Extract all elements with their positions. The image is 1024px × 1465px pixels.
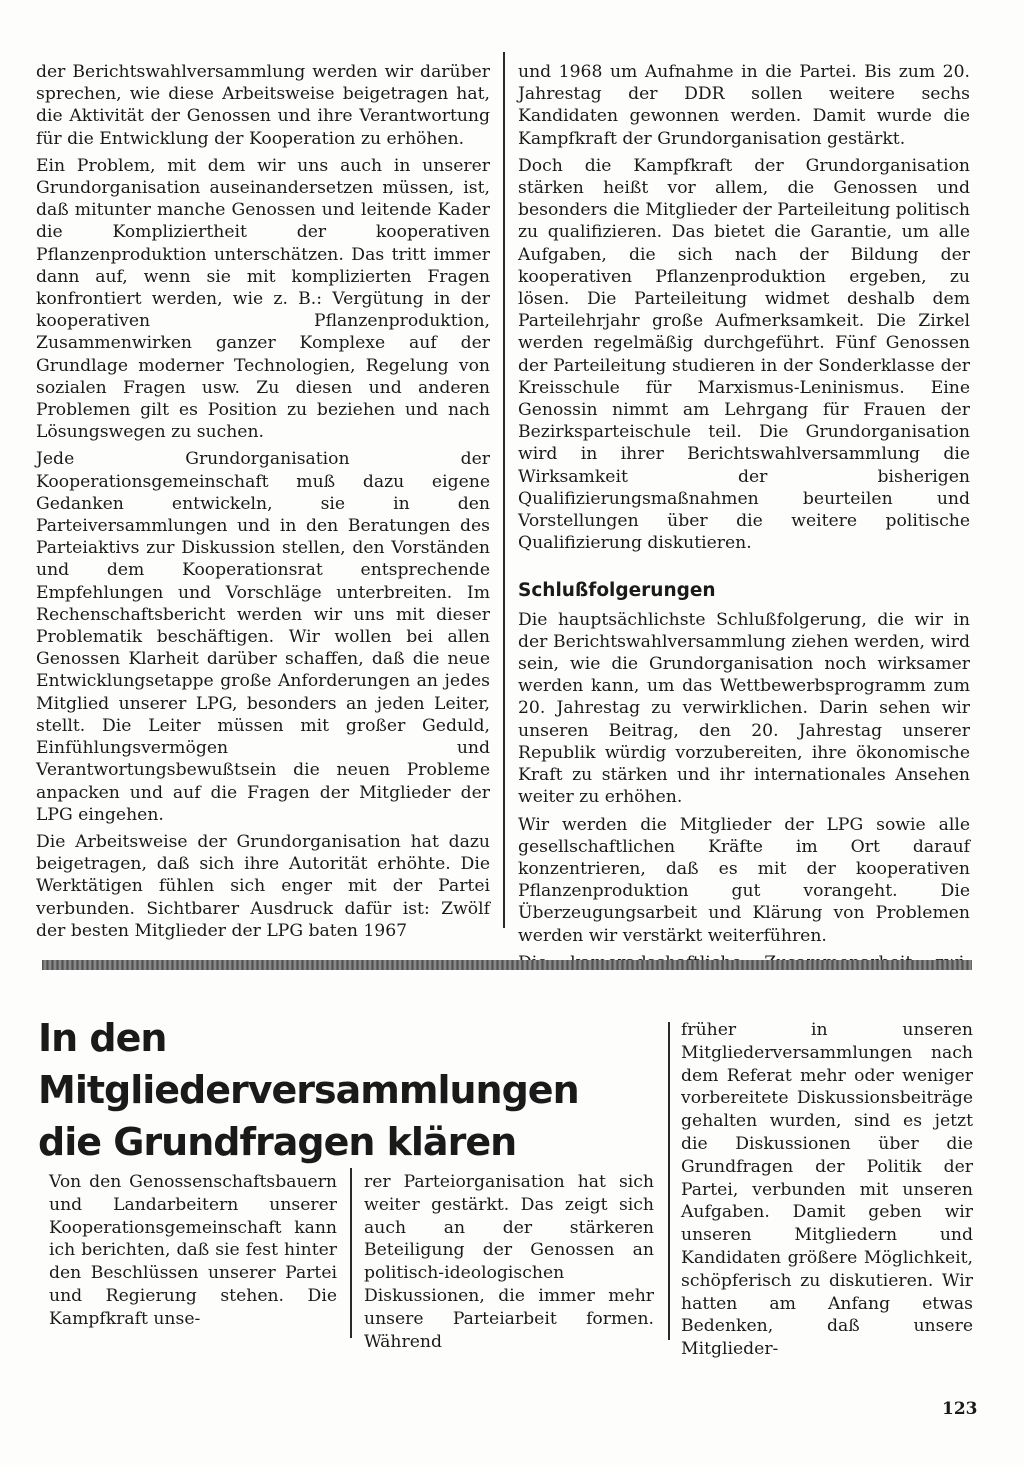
paragraph: Die hauptsächlichste Schlußfolgerung, die wir in der Berichtswahlversammlung ziehen werden, wird sein, wie die Grundorganisation noch wirksamer werden kann, um das Wettbewerbsprogramm zum 20. Jahrestag zu verwirklichen. Darin sehen wir unseren Beitrag, den 20. Jahrestag unserer Republik würdig vorzubereiten, ihre ökonomische Kraft zu stärken und ihr internationales Ansehen weiter zu erhöhen. <box>518 609 970 808</box>
article-headline <box>38 1012 658 1168</box>
article-column-3 <box>681 1019 973 1361</box>
headline-line: In den Mitgliederversammlungen <box>38 1016 579 1112</box>
article-column-1 <box>49 1171 337 1331</box>
column-divider <box>350 1168 352 1338</box>
paragraph: rer Parteiorganisation hat sich weiter gestärkt. Das zeigt sich auch an der stärkeren Beteiligung der Genossen an politisch-ideologischen Diskussionen, die immer mehr unsere Parteiarbeit formen. Während <box>364 1172 654 1352</box>
column-divider <box>503 52 505 928</box>
column-divider <box>668 1022 670 1340</box>
paragraph: der Berichtswahlversammlung werden wir darüber sprechen, wie diese Arbeitsweise beigetragen hat, die Aktivität der Genossen und ihre Verantwortung für die Entwicklung der Kooperation zu erhöhen. <box>36 62 490 149</box>
paragraph: und 1968 um Aufnahme in die Partei. Bis zum 20. Jahrestag der DDR sollen weitere sechs Kandidaten gewonnen werden. Damit wurde die Kampfkraft der Grundorganisation gestärkt. <box>518 62 970 149</box>
paragraph: Die Arbeitsweise der Grundorganisation hat dazu beigetragen, daß sich ihre Autorität erhöhte. Die Werktätigen fühlen sich enger mit der Partei verbunden. Sichtbarer Ausdruck dafür ist: Zwölf der besten Mitglieder der LPG baten 1967 <box>36 831 490 941</box>
separator-band <box>42 960 972 970</box>
paragraph: früher in unseren Mitgliederversammlungen nach dem Referat mehr oder weniger vorbereitete Diskussionsbeiträge gehalten wurden, sind es jetzt die Diskussionen über die Grundfragen der Politik der Partei, verbunden mit unseren Aufgaben. Damit geben wir unseren Mitgliedern und Kandidaten größere Möglichkeit, schöpferisch zu diskutieren. Wir hatten am Anfang etwas Bedenken, daß unsere Mitglieder- <box>681 1020 973 1360</box>
paragraph: Von den Genossenschaftsbauern und Landarbeitern unserer Kooperationsgemeinschaft kann ich berichten, daß sie fest hinter den Beschlüssen unserer Partei und Regierung stehen. Die Kampfkraft unse- <box>49 1172 337 1329</box>
paragraph: Wir werden die Mitglieder der LPG sowie alle gesellschaftlichen Kräfte im Ort darauf konzentrieren, daß es mit der kooperativen Pflanzenproduktion gut vorangeht. Die Überzeugungsarbeit und Klärung von Problemen werden wir verstärkt weiterführen. <box>518 814 970 946</box>
article-column-2 <box>364 1171 654 1353</box>
paragraph: Jede Grundorganisation der Kooperationsgemeinschaft muß dazu eigene Gedanken entwickeln, sie in den Parteiversammlungen und in den Beratungen des Parteiaktivs zur Diskussion stellen, den Vorständen und dem Kooperationsrat entsprechende Empfehlungen und Vorschläge unterbreiten. Im Rechenschaftsbericht werden wir uns mit dieser Problematik beschäftigen. Wir wollen bei allen Genossen Klarheit darüber schaffen, daß die neue Entwicklungsetappe große Anforderungen an jedes Mitglied unserer LPG, besonders an jeden Leiter, stellt. Die Leiter müssen mit großer Geduld, Einfühlungsvermögen und Verantwortungsbewußtsein die neuen Probleme anpacken und auf die Fragen der Mitglieder der LPG eingehen. <box>36 449 490 825</box>
page-number: 123 <box>942 1399 978 1419</box>
headline-line: die Grundfragen klären <box>38 1120 517 1164</box>
top-left-column <box>36 61 490 947</box>
paragraph: Ein Problem, mit dem wir uns auch in unserer Grundorganisation auseinandersetzen müssen, ist, daß mitunter manche Genossen und leitende Kader die Kompliziertheit der kooperativen Pflanzenproduktion unterschätzen. Das tritt immer dann auf, wenn sie mit komplizierten Fragen konfrontiert werden, wie z. B.: Vergütung in der kooperativen Pflanzenproduktion, Zusammenwirken ganzer Komplexe auf der Grundlage moderner Technologien, Regelung von sozialen Fragen usw. Zu diesen und anderen Problemen gilt es Position zu beziehen und nach Lösungswegen zu suchen. <box>36 155 490 443</box>
paragraph: Doch die Kampfkraft der Grundorganisation stärken heißt vor allem, die Genossen und besonders die Mitglieder der Parteileitung politisch zu qualifizieren. Das bietet die Garantie, um alle Aufgaben, die sich nach der Bildung der kooperativen Pflanzenproduktion ergeben, zu lösen. Die Parteileitung widmet deshalb dem Parteilehrjahr große Aufmerksamkeit. Die Zirkel werden regelmäßig durchgeführt. Fünf Genossen der Parteileitung studieren in der Sonderklasse der Kreisschule für Marxismus-Leninismus. Eine Genossin nimmt am Lehrgang für Frauen der Bezirksparteischule teil. Die Grundorganisation wird in ihrer Berichtswahlversammlung die Wirksamkeit der bisherigen Qualifizierungsmaßnahmen beurteilen und Vorstellungen über die weitere politische Qualifizierung diskutieren. <box>518 155 970 554</box>
top-right-column <box>518 61 970 979</box>
section-heading: Schlußfolgerungen <box>518 580 716 602</box>
